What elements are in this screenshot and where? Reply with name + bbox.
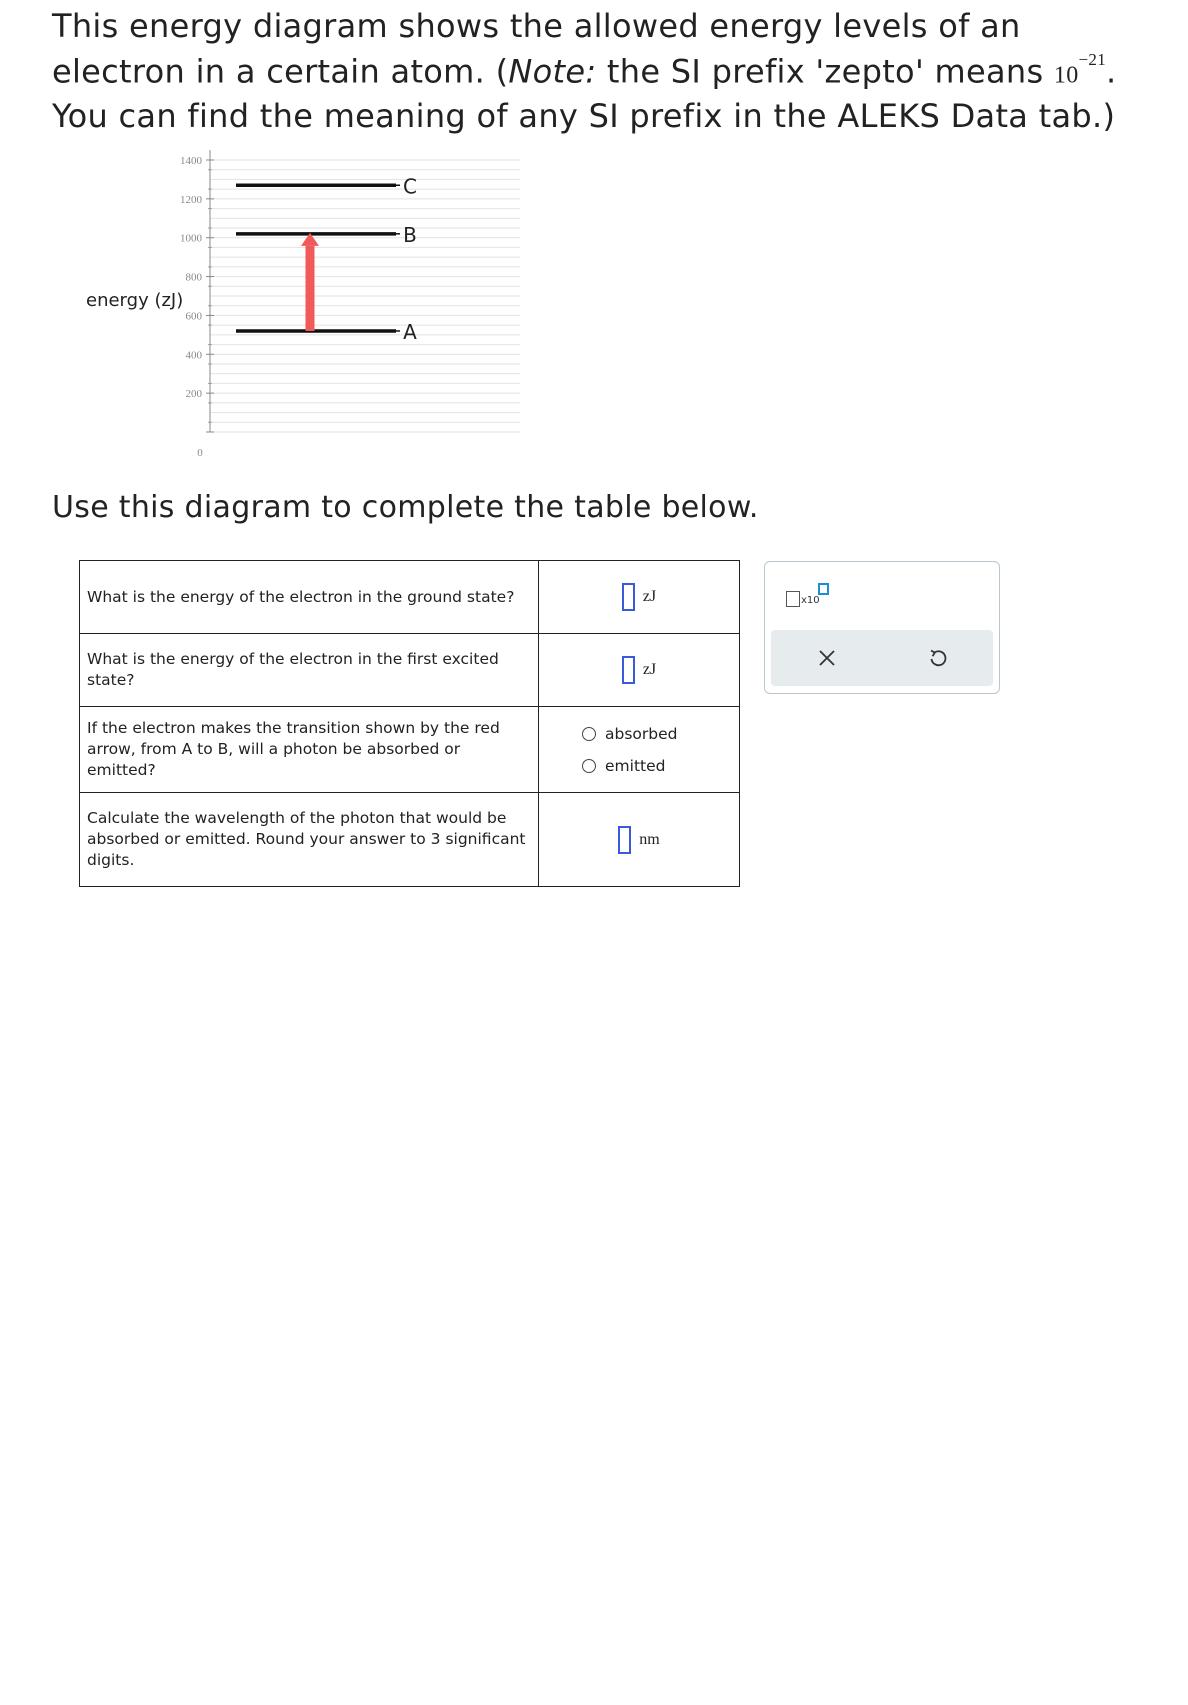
mantissa-box (786, 591, 800, 607)
y-tick-label: 400 (185, 349, 202, 362)
y-tick-label: 1200 (180, 193, 202, 206)
clear-x-icon[interactable] (807, 640, 847, 676)
answer-tools-panel (764, 561, 1000, 694)
question-first-excited: What is the energy of the electron in the first excited state? (80, 634, 539, 707)
answer-cell (539, 707, 740, 793)
answer-cell (539, 561, 740, 634)
question-wavelength: Calculate the wavelength of the photon that would be absorbed or emitted. Round your answer to 3 significant digits. (80, 793, 539, 887)
option-label: absorbed (605, 724, 678, 743)
energy-diagram-svg (60, 135, 530, 475)
y-tick-label: 1400 (180, 155, 202, 167)
energy-level-label: C (403, 174, 417, 199)
instruction-text: Use this diagram to complete the table below. (52, 490, 759, 525)
answer-cell (539, 793, 740, 887)
energy-diagram (60, 135, 530, 475)
table-row (80, 561, 740, 634)
ground-state-input[interactable] (622, 583, 635, 611)
table-row (80, 634, 740, 707)
y-tick-label: 800 (185, 271, 202, 284)
scientific-notation-icon[interactable] (786, 583, 830, 613)
table-row (80, 793, 740, 887)
exponent-box (818, 583, 829, 595)
y-tick-label: 600 (185, 310, 202, 323)
tools-bar (771, 630, 993, 686)
unit-label: nm (639, 830, 660, 848)
unit-label: zJ (642, 661, 657, 678)
problem-statement: This energy diagram shows the allowed energy levels of an electron in a certain atom. (Note: the SI prefix 'zepto' means $10^{-21}$. You can find the meaning of any SI prefix in the ALEKS Data tab.) (52, 7, 1117, 135)
radio-emitted[interactable] (582, 759, 596, 773)
y-tick-label: 1000 (180, 232, 202, 245)
x10-label: x10 (801, 595, 820, 606)
first-excited-input[interactable] (622, 656, 635, 684)
wavelength-input[interactable] (618, 826, 631, 854)
option-absorbed[interactable] (540, 718, 738, 750)
question-absorbed-emitted: If the electron makes the transition shown by the red arrow, from A to B, will a photon be absorbed or emitted? (80, 707, 539, 793)
undo-icon[interactable] (918, 640, 958, 676)
answer-cell (539, 634, 740, 707)
y-tick-label: 200 (185, 388, 202, 401)
table-row (80, 707, 740, 793)
energy-level-label: A (403, 319, 417, 344)
option-emitted[interactable] (540, 750, 738, 782)
answer-table (79, 560, 740, 887)
radio-absorbed[interactable] (582, 727, 596, 741)
y-tick-label: 0 (197, 447, 203, 459)
unit-label: zJ (642, 588, 657, 605)
y-axis-label: energy (zJ) (86, 290, 184, 311)
option-label: emitted (605, 756, 666, 775)
energy-level-label: B (403, 222, 417, 247)
question-ground-state: What is the energy of the electron in the ground state? (80, 561, 539, 634)
